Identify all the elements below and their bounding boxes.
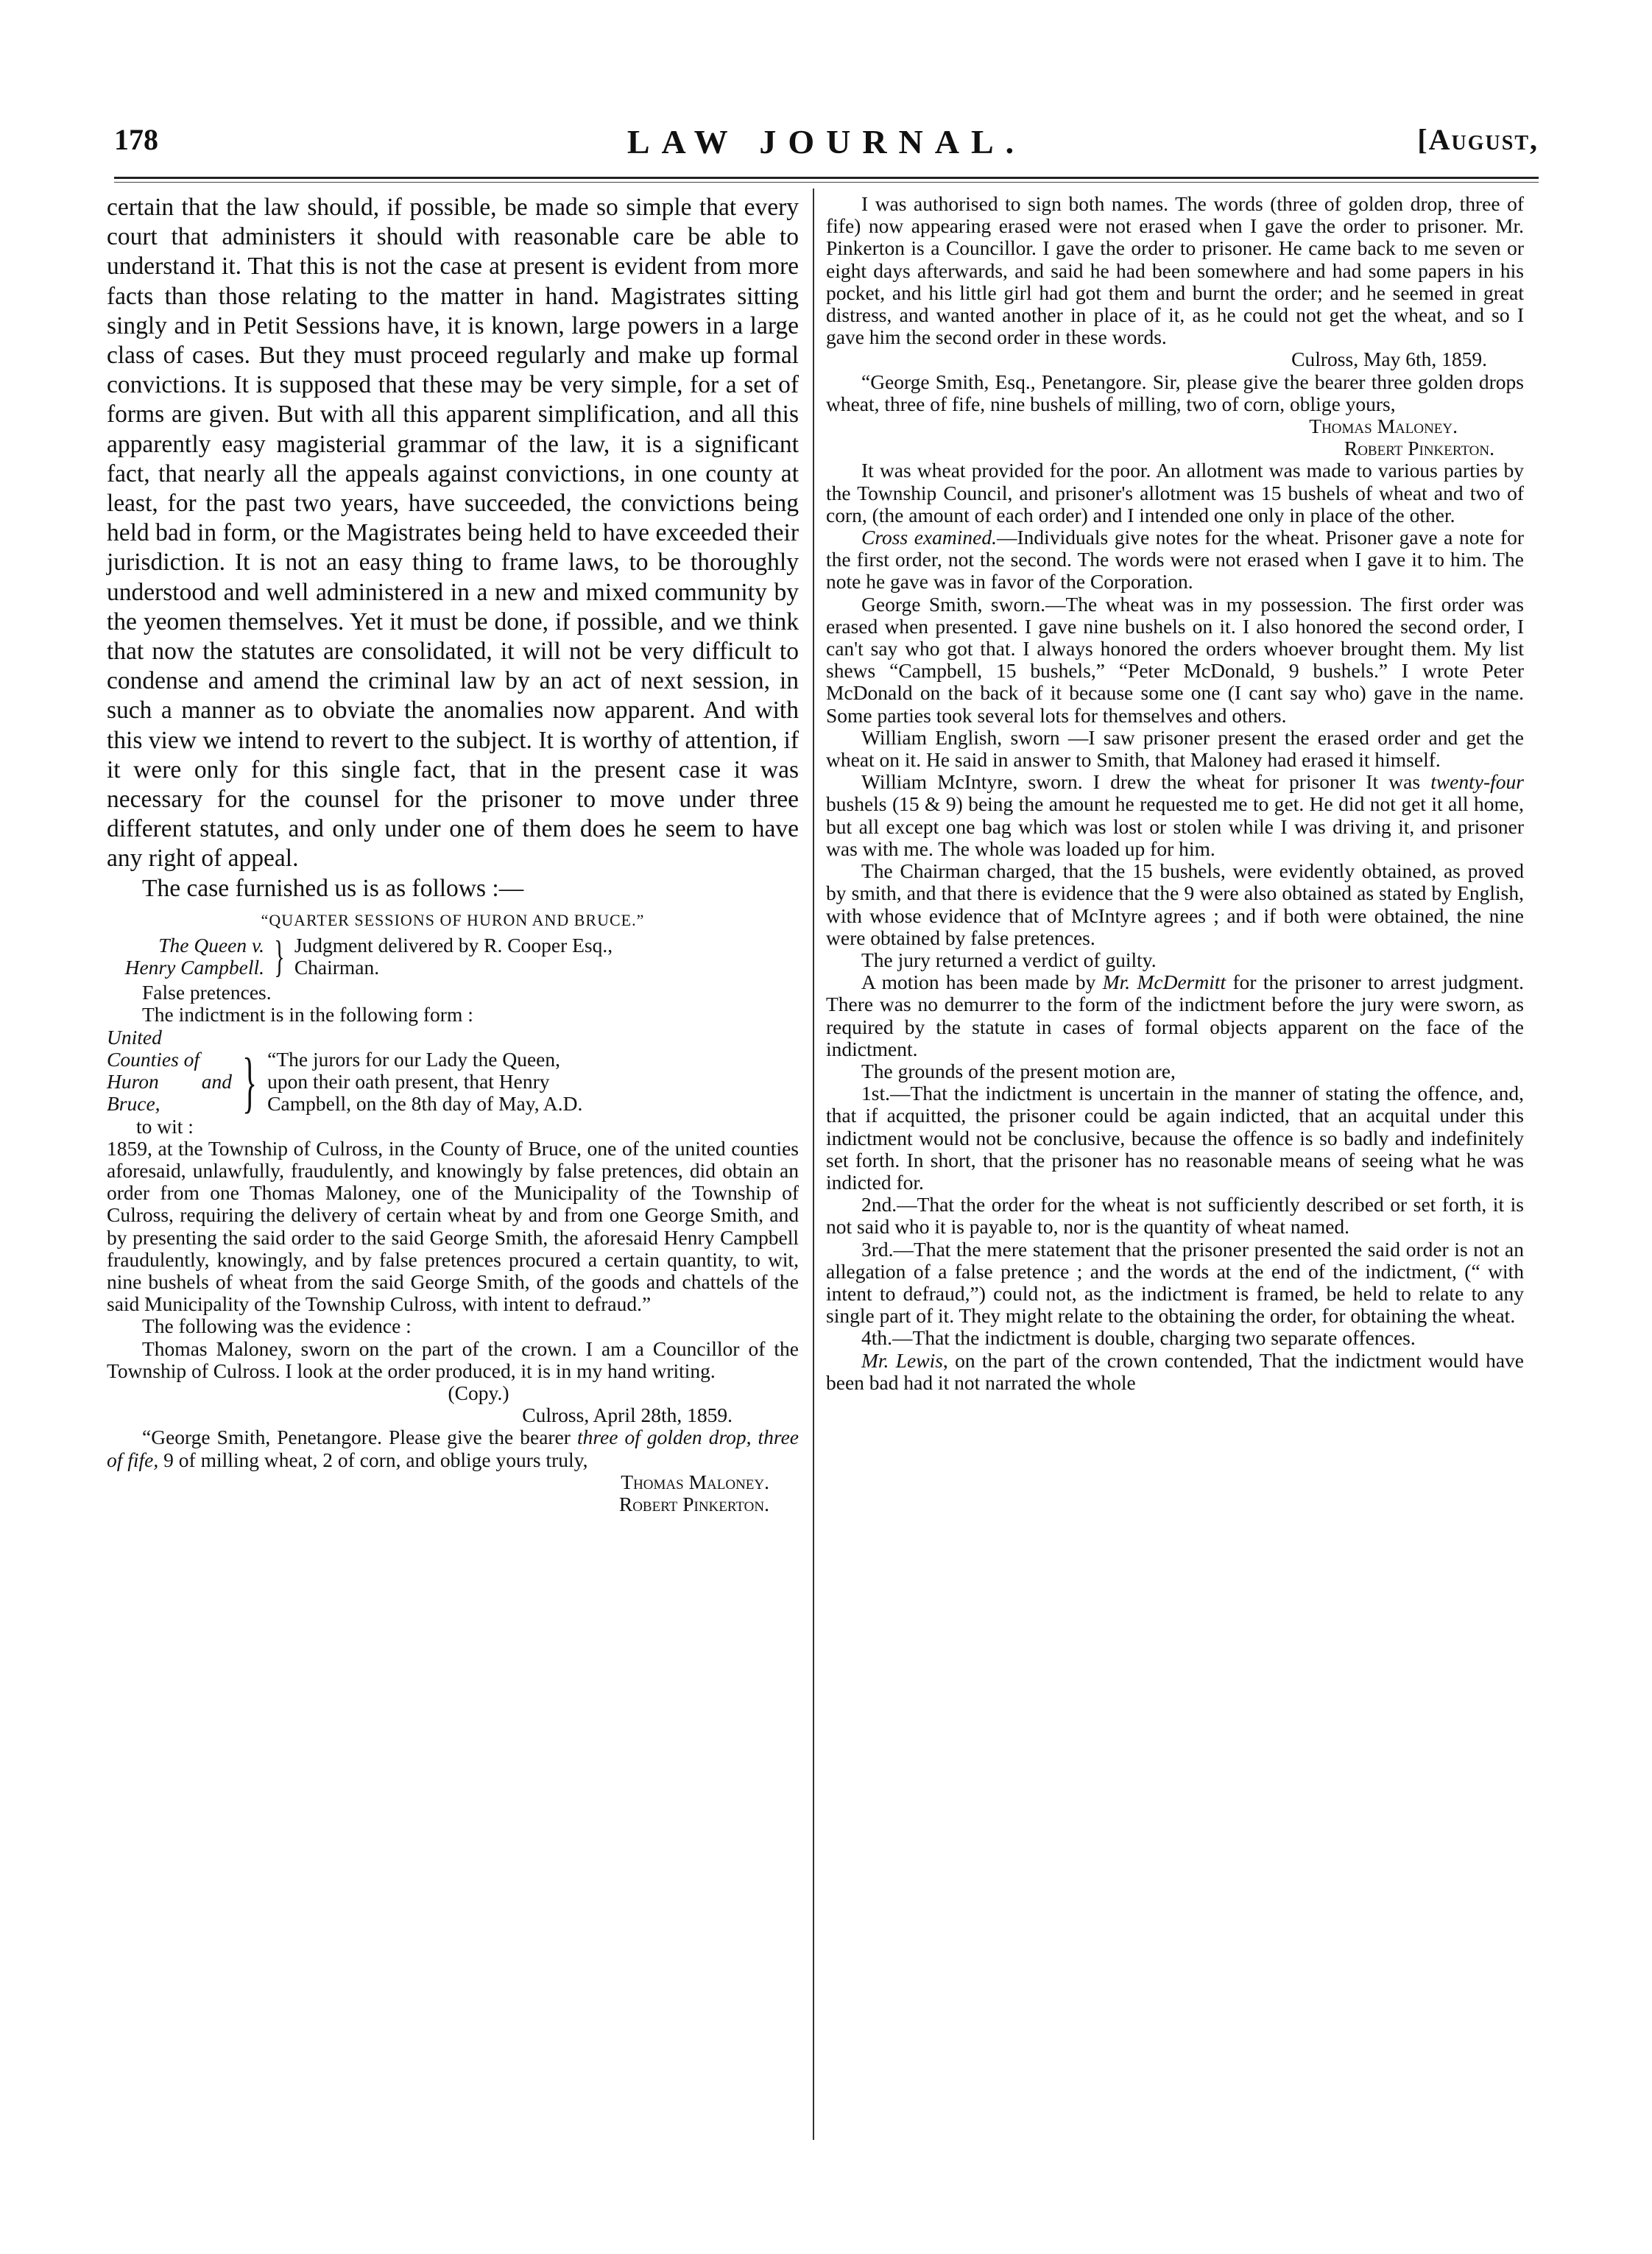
grounds-intro: The grounds of the present motion are, xyxy=(861,1059,1176,1082)
cross-examination xyxy=(826,526,1524,594)
indictment-line-1: “The jurors for our Lady the Queen, xyxy=(267,1047,561,1071)
ground-2: 2nd.—That the order for the wheat is not sufficiently described or set forth, it is not said who it is payable to, nor is the quantity of wheat named. xyxy=(826,1193,1524,1239)
indictment-line-2: upon their oath present, that Henry xyxy=(267,1070,550,1093)
judgment-line-2: Chairman. xyxy=(294,956,380,979)
editorial-paragraph: certain that the law should, if possible, be made so simple that every court that administers it should with reasonable care be able to understand it. That this is not the case at present is evident from more facts than those relating to the matter in hand. Magistrates sitting singly and in Petit Sessions have, it is known, large powers in a large class of cases. But they must proceed regularly and make up formal convictions. It is supposed that these may be very simple, for a set of forms are given. But with all this apparent simplification, and all this apparently easy magisterial grammar of the law, it is a significant fact, that nearly all the appeals against convictions, in one county at least, for the past two years, have succeeded, the convictions being held bad in form, or the Magistrates being held to have exceeded their jurisdiction. It is not an easy thing to frame laws, to be thoroughly understood and well administered in a new and mixed community by the yeomen themselves. Yet it must be done, if possible, and we think that now the statutes are consolidated, it will not be very difficult to condense and amend the criminal law by an act of next session, in such a manner as to obviate the anomalies now apparent. And with this view we intend to revert to the subject. It is worthy of attention, if it were only for this single fact, that in the present case it was necessary for the counsel for the prisoner to move under three different statutes, and only under one of them does he seem to have any right of appeal. xyxy=(107,194,799,873)
brace: } xyxy=(274,932,285,982)
indictment-venue-block xyxy=(107,1026,799,1138)
judgment-line-1: Judgment delivered by R. Cooper Esq., xyxy=(294,933,613,957)
copy-label: (Copy.) xyxy=(448,1381,509,1404)
motion-counsel: Mr. McDermitt xyxy=(1102,971,1226,994)
case-judgment xyxy=(294,934,613,979)
venue xyxy=(107,1026,232,1138)
header-rule xyxy=(114,177,1539,179)
indictment-opening xyxy=(267,1049,799,1116)
page-number: 178 xyxy=(114,123,158,156)
lewis-paragraph xyxy=(826,1350,1524,1394)
signature-pinkerton: Robert Pinkerton. xyxy=(618,1492,769,1515)
case-intro: The case furnished us is as follows :— xyxy=(142,874,524,902)
indictment-text: 1859, at the Township of Culross, in the County of Bruce, one of the united counties aforesaid, unlawfully, fraudulently, and knowingly by false pretences, did obtain an order from one Thomas Maloney, one of the Municipality of the Township of Culross, requiring the delivery of certain wheat by and from one George Smith, and by presenting the said order to the said George Smith, the aforesaid Henry Campbell fraudulently, knowingly, and by false pretences procured a certain quantity, to wit, nine bushels of wheat from the said George Smith, of the goods and chattels of the said Municipality of the Township Culross, with intent to defraud.” xyxy=(107,1136,799,1316)
signature-maloney: Thomas Maloney. xyxy=(621,1470,769,1493)
right-column xyxy=(826,193,1524,1394)
smith-testimony: George Smith, sworn.—The wheat was in my possession. The first order was erased when presented. I gave nine bushels on it. I also honored the second order, I can't say who got that. I always honored the orders whoever brought them. My list shews “Campbell, 15 bushels,” “Peter McDonald, 9 bushels.” I wrote Peter McDonald on the back of it because some one (I cant say who) gave in the name. Some parties took several lots for themselves and others. xyxy=(826,592,1524,727)
header-rule-thin xyxy=(114,182,1539,183)
case-parties xyxy=(107,934,264,979)
motion-end: for the prisoner to arrest judgment. There was no demurrer to the form of the indictment before the jury were sworn, as required by the statute in cases of formal objects apparent on the face of the indictment. xyxy=(826,971,1524,1060)
evidence-intro: The following was the evidence : xyxy=(142,1314,412,1338)
venue-line-3: to wit : xyxy=(136,1114,194,1138)
mcintyre-italic: twenty-four xyxy=(1430,770,1524,794)
mcintyre-start: William McIntyre, sworn. I drew the wheat for prisoner It was xyxy=(861,770,1431,794)
order-date-2: Culross, May 6th, 1859. xyxy=(1291,348,1487,371)
mcintyre-testimony xyxy=(826,771,1524,860)
journal-title: LAW JOURNAL. xyxy=(626,123,1026,161)
lewis-name: Mr. Lewis xyxy=(861,1348,943,1372)
chairman-charge: The Chairman charged, that the 15 bushels, were evidently obtained, as proved by smith, and that there is evidence that the 9 were also obtained as stated by English, with whose evidence that of McIntyre agrees ; and if both were obtained, the nine were obtained by false pretences. xyxy=(826,859,1524,949)
maloney-testimony-cont: I was authorised to sign both names. The words (three of golden drop, three of fife) now appearing erased were not erased when I gave the order to prisoner. Mr. Pinkerton is a Councillor. I gave the order to prisoner. He came back to me seven or eight days afterwards, and said he had been somewhere and had some papers in his pocket, and his little girl had got them and burnt the order; and he seemed in great distress, and wanted another in place of it, as he could not get the wheat, and so I gave him the second order in these words. xyxy=(826,192,1524,349)
lewis-text: , on the part of the crown contended, That the indictment would have been bad had it not narrated the whole xyxy=(826,1348,1525,1394)
allotment-paragraph: It was wheat provided for the poor. An allotment was made to various parties by the Township Council, and prisoner's allotment was 15 bushels of wheat and two of corn, (the amount of each order) and I intended one only in place of the other. xyxy=(826,459,1524,526)
ground-3: 3rd.—That the mere statement that the prisoner presented the said order is not an allegation of a false pretence ; and the words at the end of the indictment, (“ with intent to defraud,”) could not, as the indictment is framed, be held to relate to any single part of it. They might relate to the obtaining the order, for obtaining the wheat. xyxy=(826,1237,1524,1328)
indictment-intro: The indictment is in the following form : xyxy=(142,1003,473,1026)
month-label: [August, xyxy=(1417,123,1539,156)
case-caption xyxy=(107,932,799,982)
order-1-start: “George Smith, Penetangore. Please give the bearer xyxy=(142,1426,577,1449)
order-date-1: Culross, April 28th, 1859. xyxy=(522,1404,733,1427)
running-header xyxy=(114,122,1539,174)
maloney-testimony: Thomas Maloney, sworn on the part of the crown. I am a Councillor of the Township of Culross. I look at the order produced, it is in my hand writing. xyxy=(107,1336,799,1382)
ground-4: 4th.—That the indictment is double, charging two separate offences. xyxy=(861,1326,1416,1350)
court-heading: “QUARTER SESSIONS OF HURON AND BRUCE.” xyxy=(261,910,645,929)
order-1 xyxy=(107,1426,799,1471)
case-party-2: Henry Campbell. xyxy=(124,956,264,979)
signature-pinkerton-2: Robert Pinkerton. xyxy=(1344,437,1494,460)
ground-1: 1st.—That the indictment is uncertain in the manner of stating the offence, and, that if acquitted, the prisoner could be again indicted, that an acquital under this indictment would not be conclusive, because the offence is so badly and indefinitely set forth. In short, that the prisoner has no reasonable means of seeing what he was indicted for. xyxy=(826,1082,1524,1194)
order-2: “George Smith, Esq., Penetangore. Sir, please give the bearer three golden drops wheat, three of fife, nine bushels of milling, two of corn, oblige yours, xyxy=(826,370,1524,415)
verdict: The jury returned a verdict of guilty. xyxy=(861,948,1157,971)
brace: } xyxy=(242,1044,258,1120)
venue-line-2: Huron and Bruce, xyxy=(107,1070,232,1116)
english-testimony: William English, sworn —I saw prisoner present the erased order and get the wheat on it. He said in answer to Smith, that Maloney had erased it himself. xyxy=(826,725,1524,772)
column-divider xyxy=(813,189,814,2140)
left-column xyxy=(107,193,799,1515)
venue-line-1: United Counties of xyxy=(107,1025,200,1071)
order-1-italic: three of golden drop, three of fife, xyxy=(107,1426,799,1471)
charge-label: False pretences. xyxy=(142,981,272,1004)
indictment-line-3: Campbell, on the 8th day of May, A.D. xyxy=(267,1092,583,1116)
cross-text: —Individuals give notes for the wheat. Prisoner gave a note for the first order, not the second. The words were not erased when I gave it to him. The note he gave was in favor of the Corporation. xyxy=(826,526,1524,594)
motion-start: A motion has been made by xyxy=(861,971,1103,994)
motion-paragraph xyxy=(826,971,1524,1060)
case-party-1: The Queen v. xyxy=(158,933,264,957)
cross-label: Cross examined. xyxy=(861,526,998,549)
signature-maloney-2: Thomas Maloney. xyxy=(1309,415,1458,438)
order-1-end: 9 of milling wheat, 2 of corn, and oblige yours truly, xyxy=(158,1448,588,1471)
mcintyre-end: bushels (15 & 9) being the amount he requested me to get. He did not get it all home, but all except one bag which was lost or stolen while I was driving it, and prisoner was with me. The whole was loaded up for him. xyxy=(826,792,1524,860)
